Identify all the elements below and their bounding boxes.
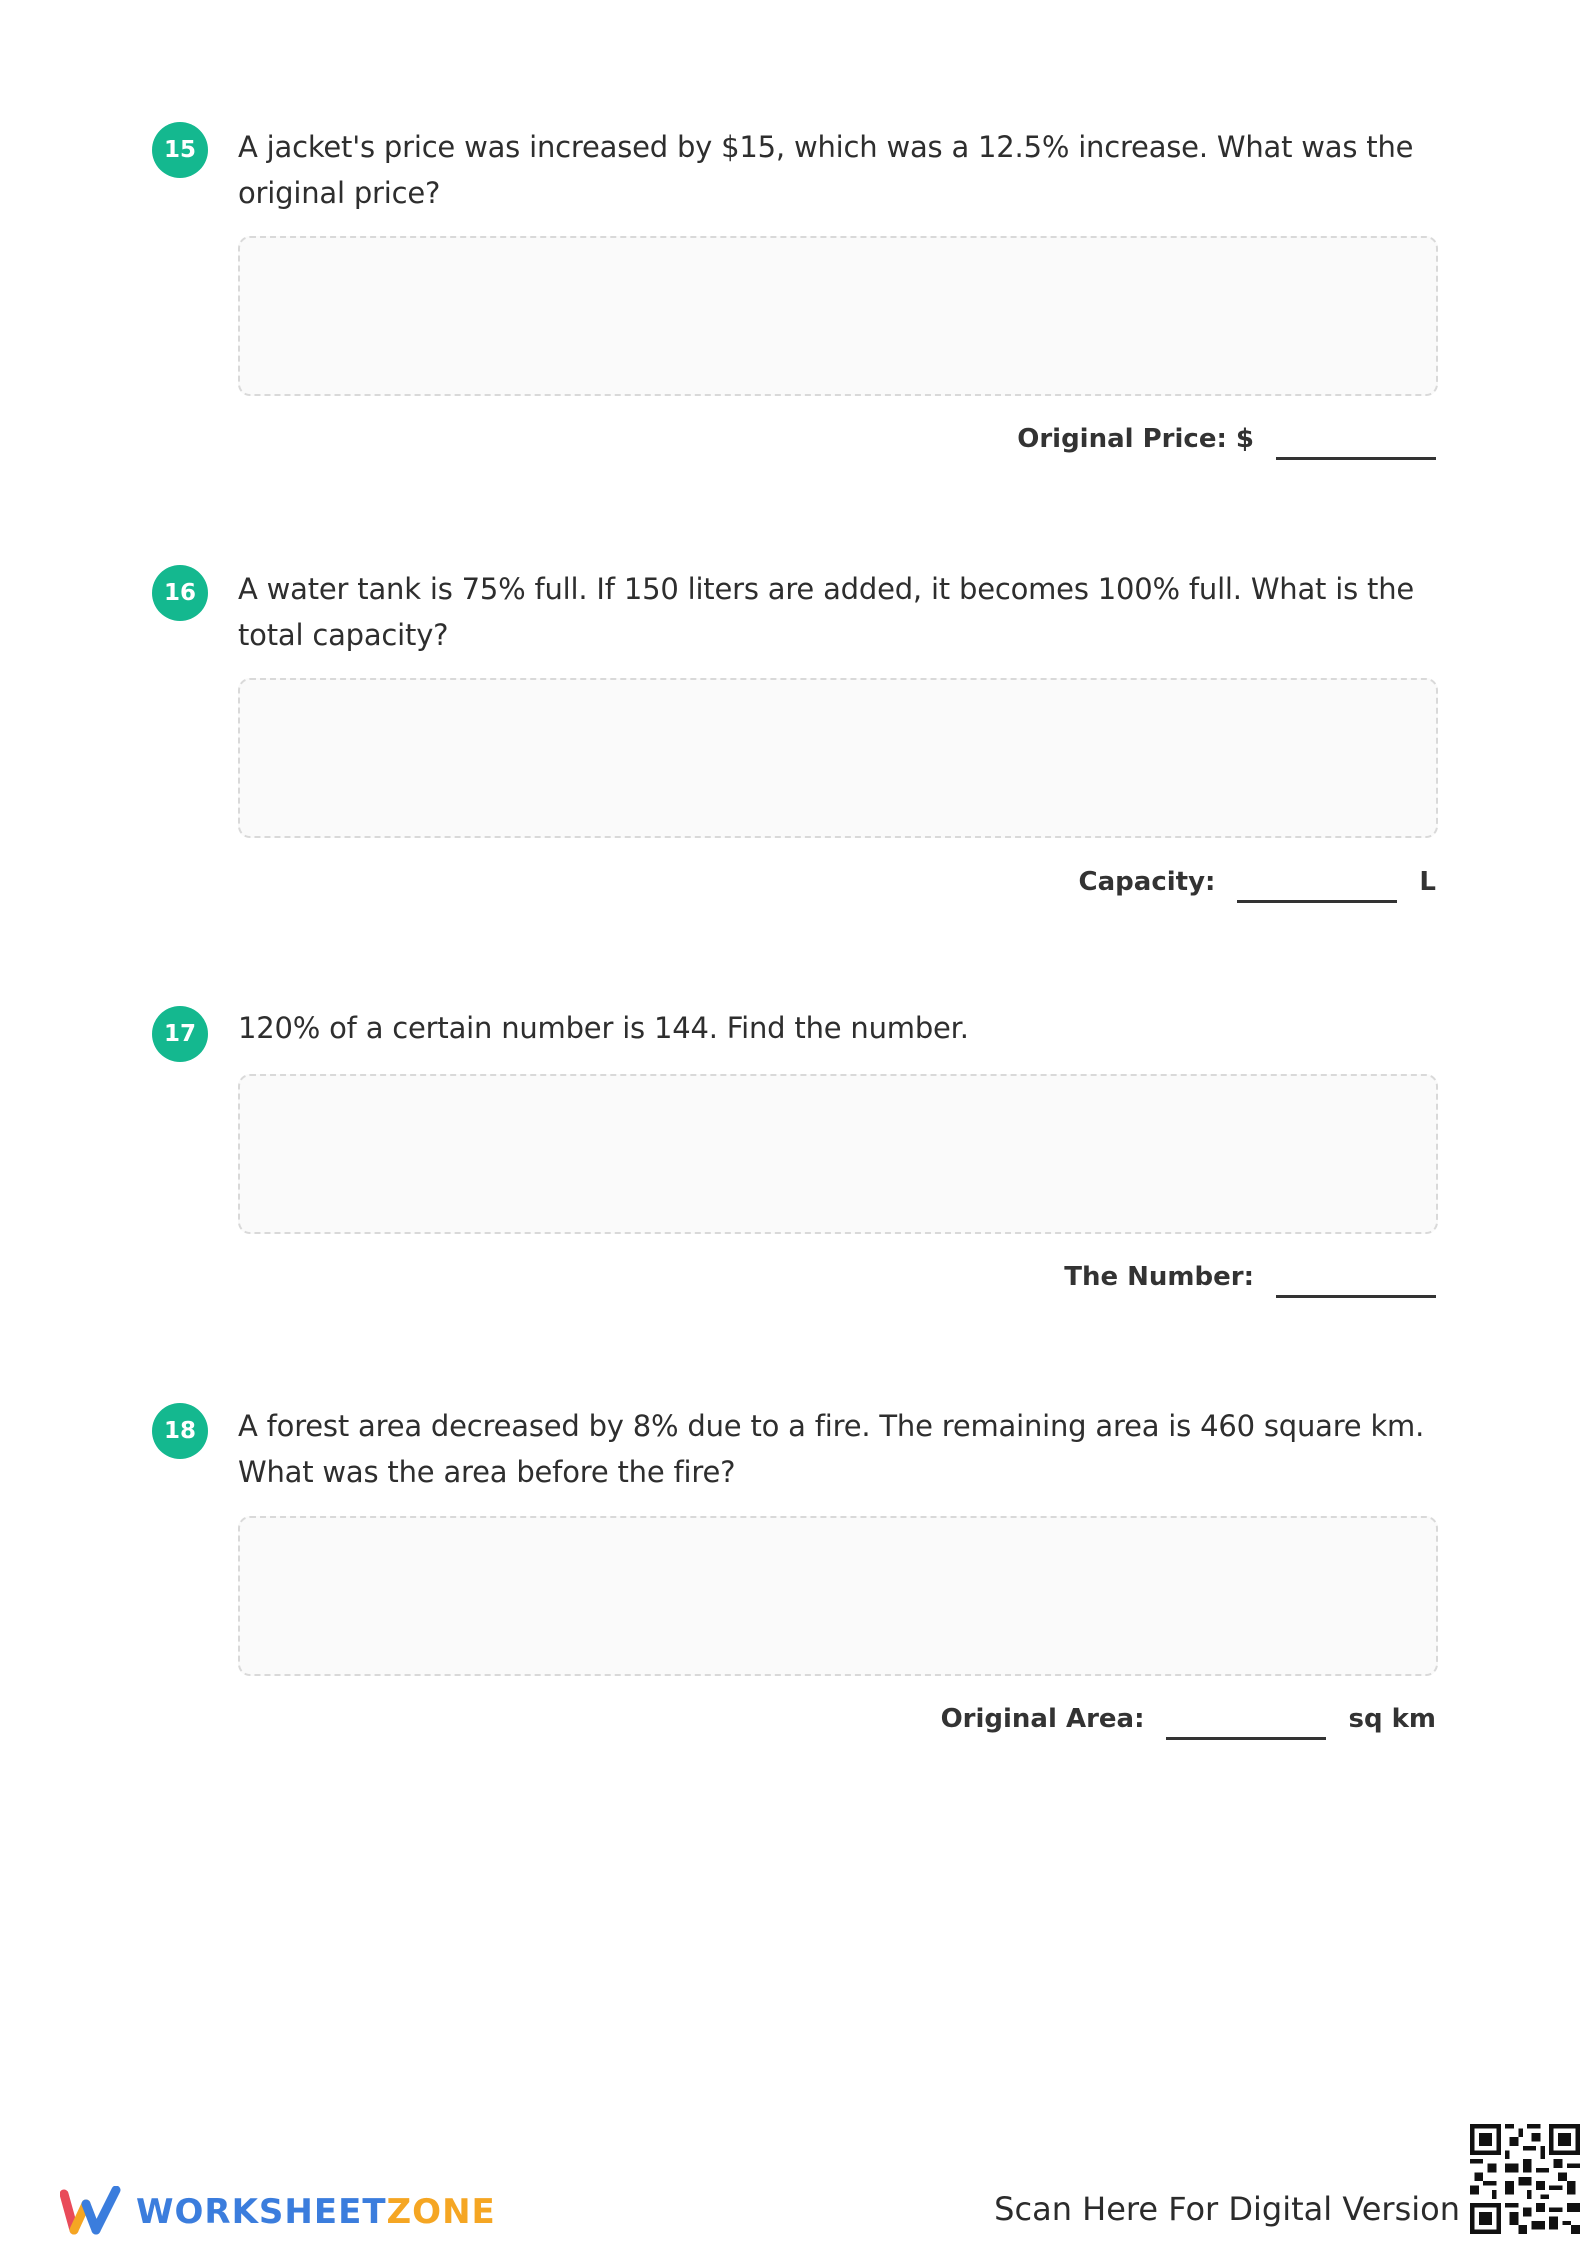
brand-logo: [60, 2186, 496, 2238]
answer-unit: L: [1419, 867, 1436, 897]
answer-label: The Number:: [1064, 1262, 1254, 1292]
answer-label: Capacity:: [1078, 867, 1216, 897]
answer-blank[interactable]: [1276, 456, 1436, 460]
answer-label: Original Price: $: [1017, 424, 1254, 454]
answer-blank[interactable]: [1276, 1294, 1436, 1298]
brand-name: [136, 2192, 496, 2232]
answer-row: [1064, 1262, 1436, 1292]
answer-label: Original Area:: [940, 1704, 1145, 1734]
question-text: 120% of a certain number is 144. Find the number.: [238, 1011, 969, 1045]
brand-name-part2: ZONE: [386, 2192, 496, 2232]
work-area[interactable]: [238, 236, 1438, 396]
brand-name-part1: WORKSHEET: [136, 2192, 387, 2232]
work-area[interactable]: [238, 1074, 1438, 1234]
question-text: A water tank is 75% full. If 150 liters are added, it becomes 100% full. What is the total capacity?: [238, 572, 1415, 652]
question-number-badge: 16: [152, 565, 208, 621]
answer-blank[interactable]: [1166, 1736, 1326, 1740]
qr-code-icon[interactable]: [1470, 2124, 1580, 2234]
question-text: A jacket's price was increased by $15, which was a 12.5% increase. What was the original price?: [238, 130, 1414, 210]
answer-row: [1017, 424, 1436, 454]
work-area[interactable]: [238, 1516, 1438, 1676]
scan-caption: Scan Here For Digital Version: [994, 2190, 1460, 2228]
answer-blank[interactable]: [1237, 899, 1397, 903]
question-number-badge: 18: [152, 1403, 208, 1459]
worksheetzone-logo-icon: [60, 2186, 122, 2238]
answer-row: [1079, 867, 1436, 897]
question-text: A forest area decreased by 8% due to a fire. The remaining area is 460 square km. What was the area before the fire?: [238, 1409, 1425, 1489]
question-number-badge: 17: [152, 1006, 208, 1062]
answer-row: [941, 1704, 1436, 1734]
question-number-badge: 15: [152, 122, 208, 178]
answer-unit: sq km: [1348, 1704, 1436, 1734]
work-area[interactable]: [238, 678, 1438, 838]
